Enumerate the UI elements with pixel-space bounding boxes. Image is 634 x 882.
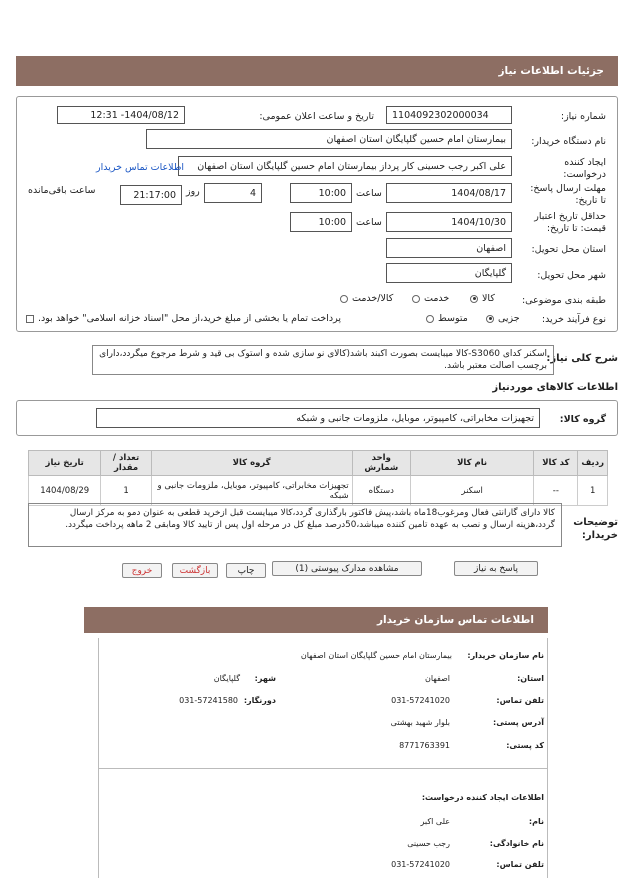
- category-service-radio[interactable]: [412, 295, 420, 303]
- last-name-value: رجب حسینی: [407, 839, 450, 848]
- phone-label: تلفن تماس:: [496, 696, 544, 705]
- creator-phone-label: تلفن تماس:: [496, 860, 544, 869]
- exit-button[interactable]: خروج: [122, 563, 162, 578]
- process-partial-text: جزیی: [498, 313, 520, 324]
- back-button[interactable]: بازگشت: [172, 563, 218, 578]
- contact-divider: [98, 768, 548, 769]
- page-title: جزئیات اطلاعات نیاز: [498, 65, 604, 77]
- org-name-label: نام سازمان خریدار:: [467, 651, 544, 660]
- contact-section: [98, 638, 548, 878]
- col-name: نام کالا: [410, 451, 533, 476]
- creator-label: ایجاد کننده درخواست:: [563, 157, 606, 180]
- need-number-label: شماره نیاز:: [560, 111, 606, 122]
- contact-header: [84, 607, 548, 633]
- remaining-label: ساعت باقی‌مانده: [28, 185, 96, 196]
- col-qty: تعداد / مقدار: [101, 451, 151, 476]
- city-field: گلپایگان: [386, 263, 512, 283]
- payment-note-text: پرداخت تمام یا بخشی از مبلغ خرید،از محل "اسناد خزانه اسلامی" خواهد بود.: [38, 313, 341, 324]
- province-field: اصفهان: [386, 238, 512, 258]
- cell-date: 1404/08/29: [29, 476, 101, 506]
- first-name-label: نام:: [528, 817, 544, 826]
- contact-title: اطلاعات تماس سازمان خریدار: [377, 614, 534, 626]
- deadline-time-label: ساعت: [356, 188, 382, 199]
- category-label: طبقه بندی موضوعی:: [521, 295, 606, 306]
- remaining-time-field: 21:17:00: [120, 185, 182, 205]
- fax-label: دورنگار:: [243, 696, 276, 705]
- goods-group-label: گروه کالا:: [559, 414, 606, 425]
- need-number-field: 1104092302000034: [386, 106, 512, 124]
- category-goods-service-radio[interactable]: [340, 295, 348, 303]
- address-label: آدرس پستی:: [493, 718, 544, 727]
- deadline-time-field: 10:00: [290, 183, 352, 203]
- validity-label: حداقل تاریخ اعتبار قیمت: تا تاریخ:: [534, 211, 606, 234]
- province-c-value: اصفهان: [424, 674, 450, 683]
- col-date: تاریخ نیاز: [29, 451, 101, 476]
- category-goods-radio[interactable]: [470, 295, 478, 303]
- cell-name: اسکنر: [410, 476, 533, 506]
- buyer-org-label: نام دستگاه خریدار:: [531, 136, 606, 147]
- process-partial-radio[interactable]: [486, 315, 494, 323]
- deadline-label: مهلت ارسال پاسخ: تا تاریخ:: [530, 183, 606, 206]
- org-name-value: بیمارستان امام حسین گلپایگان استان اصفهان: [300, 651, 452, 660]
- postal-label: کد پستی:: [506, 741, 544, 750]
- payment-checkbox[interactable]: [26, 315, 34, 323]
- buyer-notes-text: کالا دارای گارانتی فعال ومرغوب18ماه باشد،پیش فاکتور بارگذاری گردد،کالا میبایست قبل ازخرید قطعی به عنوان دمو به مرکز ارسال گردد،هزینه ارسال و نصب به عهده تامین کننده میباشد،50درصد مبلغ کل در مرحله اول پس از تایید کالا ومابقی 2 ماهه پرداخت میگردد.: [65, 508, 555, 530]
- col-row: ردیف: [578, 451, 608, 476]
- validity-time-field: 10:00: [290, 212, 352, 232]
- validity-time-label: ساعت: [356, 217, 382, 228]
- process-medium-radio[interactable]: [426, 315, 434, 323]
- announce-field: 1404/08/12- 12:31: [57, 106, 185, 124]
- payment-note: [26, 313, 341, 324]
- days-label: روز: [186, 186, 200, 197]
- process-medium-option[interactable]: [426, 313, 468, 324]
- page-header: [16, 56, 618, 86]
- buyer-org-field: بیمارستان امام حسین گلپایگان استان اصفهان: [146, 129, 512, 149]
- category-goods-service-text: کالا/خدمت: [352, 293, 394, 304]
- last-name-label: نام خانوادگی:: [489, 839, 544, 848]
- goods-group-field: تجهیزات مخابراتی، کامپیوتر، موبایل، ملزومات جانبی و شبکه: [96, 408, 540, 428]
- fax-value: 031-57241580: [179, 696, 238, 705]
- print-button[interactable]: چاپ: [226, 563, 266, 578]
- category-goods-text: کالا: [482, 293, 495, 304]
- province-c-label: استان:: [517, 674, 544, 683]
- cell-code: --: [534, 476, 578, 506]
- city-c-label: شهر:: [254, 674, 276, 683]
- table-row: [29, 476, 608, 506]
- postal-value: 8771763391: [399, 741, 450, 750]
- creator-info-title: اطلاعات ایجاد کننده درخواست:: [421, 793, 544, 802]
- col-group: گروه کالا: [151, 451, 352, 476]
- col-code: کد کالا: [534, 451, 578, 476]
- attachments-button[interactable]: مشاهده مدارک پیوستی (1): [272, 561, 422, 576]
- category-service-text: خدمت: [424, 293, 450, 304]
- category-goods-service-option[interactable]: [340, 293, 393, 304]
- process-partial-option[interactable]: [486, 313, 520, 324]
- deadline-date-field: 1404/08/17: [386, 183, 512, 203]
- category-goods-option[interactable]: [470, 293, 495, 304]
- items-table: [28, 450, 608, 506]
- days-field: 4: [204, 183, 262, 203]
- process-medium-text: متوسط: [438, 313, 468, 324]
- city-label: شهر محل تحویل:: [537, 270, 606, 281]
- cell-qty: 1: [101, 476, 151, 506]
- col-unit: واحد شمارش: [352, 451, 410, 476]
- process-label: نوع فرآیند خرید:: [541, 314, 606, 325]
- buyer-notes-box: [28, 503, 562, 547]
- contact-buyer-link[interactable]: اطلاعات تماس خریدار: [96, 162, 185, 173]
- cell-unit: دستگاه: [352, 476, 410, 506]
- validity-date-field: 1404/10/30: [386, 212, 512, 232]
- creator-field: علی اکبر رجب حسینی کار پرداز بیمارستان امام حسین گلپایگان استان اصفهان: [178, 156, 512, 176]
- address-value: بلوار شهید بهشتی: [390, 718, 450, 727]
- items-section-title: اطلاعات کالاهای موردنیاز: [492, 382, 618, 393]
- phone-value: 031-57241020: [391, 696, 450, 705]
- cell-group: تجهیزات مخابراتی، کامپیوتر، موبایل، ملزومات جانبی و شبکه: [151, 476, 352, 506]
- cell-row: 1: [578, 476, 608, 506]
- creator-phone-value: 031-57241020: [391, 860, 450, 869]
- city-c-value: گلپایگان: [213, 674, 240, 683]
- respond-button[interactable]: پاسخ به نیاز: [454, 561, 538, 576]
- description-box: [92, 345, 554, 375]
- description-label: شرح کلی نیاز:: [546, 353, 618, 364]
- category-service-option[interactable]: [412, 293, 449, 304]
- announce-label: تاریخ و ساعت اعلان عمومی:: [259, 111, 374, 122]
- items-table-header: [29, 451, 608, 476]
- first-name-value: علی اکبر: [420, 817, 450, 826]
- description-text: اسکنر کدای S3060-کالا میبایست بصورت اکبند باشد(کالای نو سازی شده و استوک بی قید و شرط مرجوع میگردد،دارای برچسب اصالت معتبر باشد.: [99, 349, 547, 371]
- buyer-notes-label: توضیحات خریدار:: [573, 517, 618, 541]
- province-label: استان محل تحویل:: [531, 244, 606, 255]
